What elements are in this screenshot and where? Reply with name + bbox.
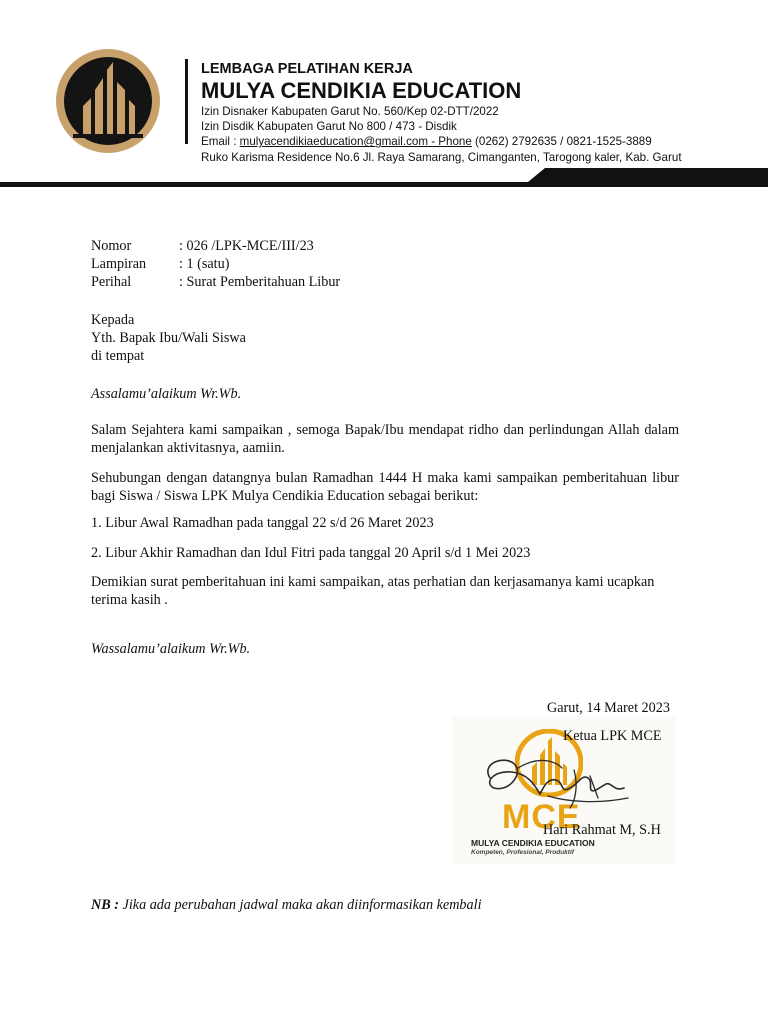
holiday-item-1: 1. Libur Awal Ramadhan pada tanggal 22 s/d 26 Maret 2023 — [91, 515, 434, 531]
meta-row-lampiran — [91, 256, 229, 273]
stamp-fullname: MULYA CENDIKIA EDUCATION — [471, 838, 595, 848]
email-link[interactable]: mulyacendikiaeducation@gmail.com - Phone — [239, 135, 472, 149]
meta-row-nomor — [91, 238, 314, 255]
meta-label: Nomor — [91, 238, 132, 254]
org-type: LEMBAGA PELATIHAN KERJA — [201, 61, 413, 77]
paragraph-3: Demikian surat pemberitahuan ini kami sampaikan, atas perhatian dan kerjasamanya kami ucapkan terima kasih . — [91, 574, 655, 608]
greeting: Assalamu’alaikum Wr.Wb. — [91, 386, 242, 402]
signer-name: Hari Rahmat M, S.H — [543, 822, 661, 838]
meta-value: : 026 /LPK-MCE/III/23 — [179, 238, 314, 254]
meta-label: Perihal — [91, 274, 132, 290]
org-name: MULYA CENDIKIA EDUCATION — [201, 78, 522, 103]
handwritten-signature — [478, 748, 638, 818]
address-line: Ruko Karisma Residence No.6 Jl. Raya Samarang, Cimanganten, Tarogong kaler, Kab. Garut — [201, 150, 682, 164]
recipient-place: di tempat — [91, 348, 145, 364]
place-date: Garut, 14 Maret 2023 — [547, 700, 670, 716]
contact-line — [201, 134, 761, 149]
closing: Wassalamu’alaikum Wr.Wb. — [91, 641, 251, 657]
meta-row-perihal — [91, 274, 340, 291]
holiday-item-2: 2. Libur Akhir Ramadhan dan Idul Fitri pada tanggal 20 April s/d 1 Mei 2023 — [91, 545, 531, 561]
organization-logo — [55, 48, 161, 154]
stamp-tagline: Kompeten, Profesional, Produktif — [471, 849, 574, 856]
note-text: Jika ada perubahan jadwal maka akan diinformasikan kembali — [118, 897, 482, 913]
signer-position: Ketua LPK MCE — [563, 728, 662, 744]
meta-label: Lampiran — [91, 256, 147, 272]
meta-value: : 1 (satu) — [179, 256, 230, 272]
paragraph-1: Salam Sejahtera kami sampaikan , semoga Bapak/Ibu mendapat ridho dan perlindungan Allah dalam menjalankan aktivitasnya, aamiin. — [91, 422, 679, 456]
letterhead-divider — [185, 59, 188, 144]
recipient-to: Kepada — [91, 312, 135, 328]
note — [91, 896, 482, 914]
stamp-mark: MCE — [502, 798, 581, 836]
recipient-name: Yth. Bapak Ibu/Wali Siswa — [91, 330, 246, 346]
permit-disnaker: Izin Disnaker Kabupaten Garut No. 560/Kep 02-DTT/2022 — [201, 105, 499, 118]
letterhead-text — [201, 60, 761, 165]
email-label: Email : — [201, 135, 240, 149]
meta-value: : Surat Pemberitahuan Libur — [179, 274, 341, 290]
paragraph-2: Sehubungan dengan datangnya bulan Ramadhan 1444 H maka kami sampaikan pemberitahuan libur bagi Siswa / Siswa LPK Mulya Cendikia Education sebagai berikut: — [91, 470, 679, 504]
phone-number: (0262) 2792635 / 0821-1525-3889 — [471, 135, 652, 149]
note-label: NB : — [91, 897, 119, 913]
permit-disdik: Izin Disdik Kabupaten Garut No 800 / 473 - Disdik — [201, 120, 457, 134]
letterhead-bar — [0, 166, 768, 190]
